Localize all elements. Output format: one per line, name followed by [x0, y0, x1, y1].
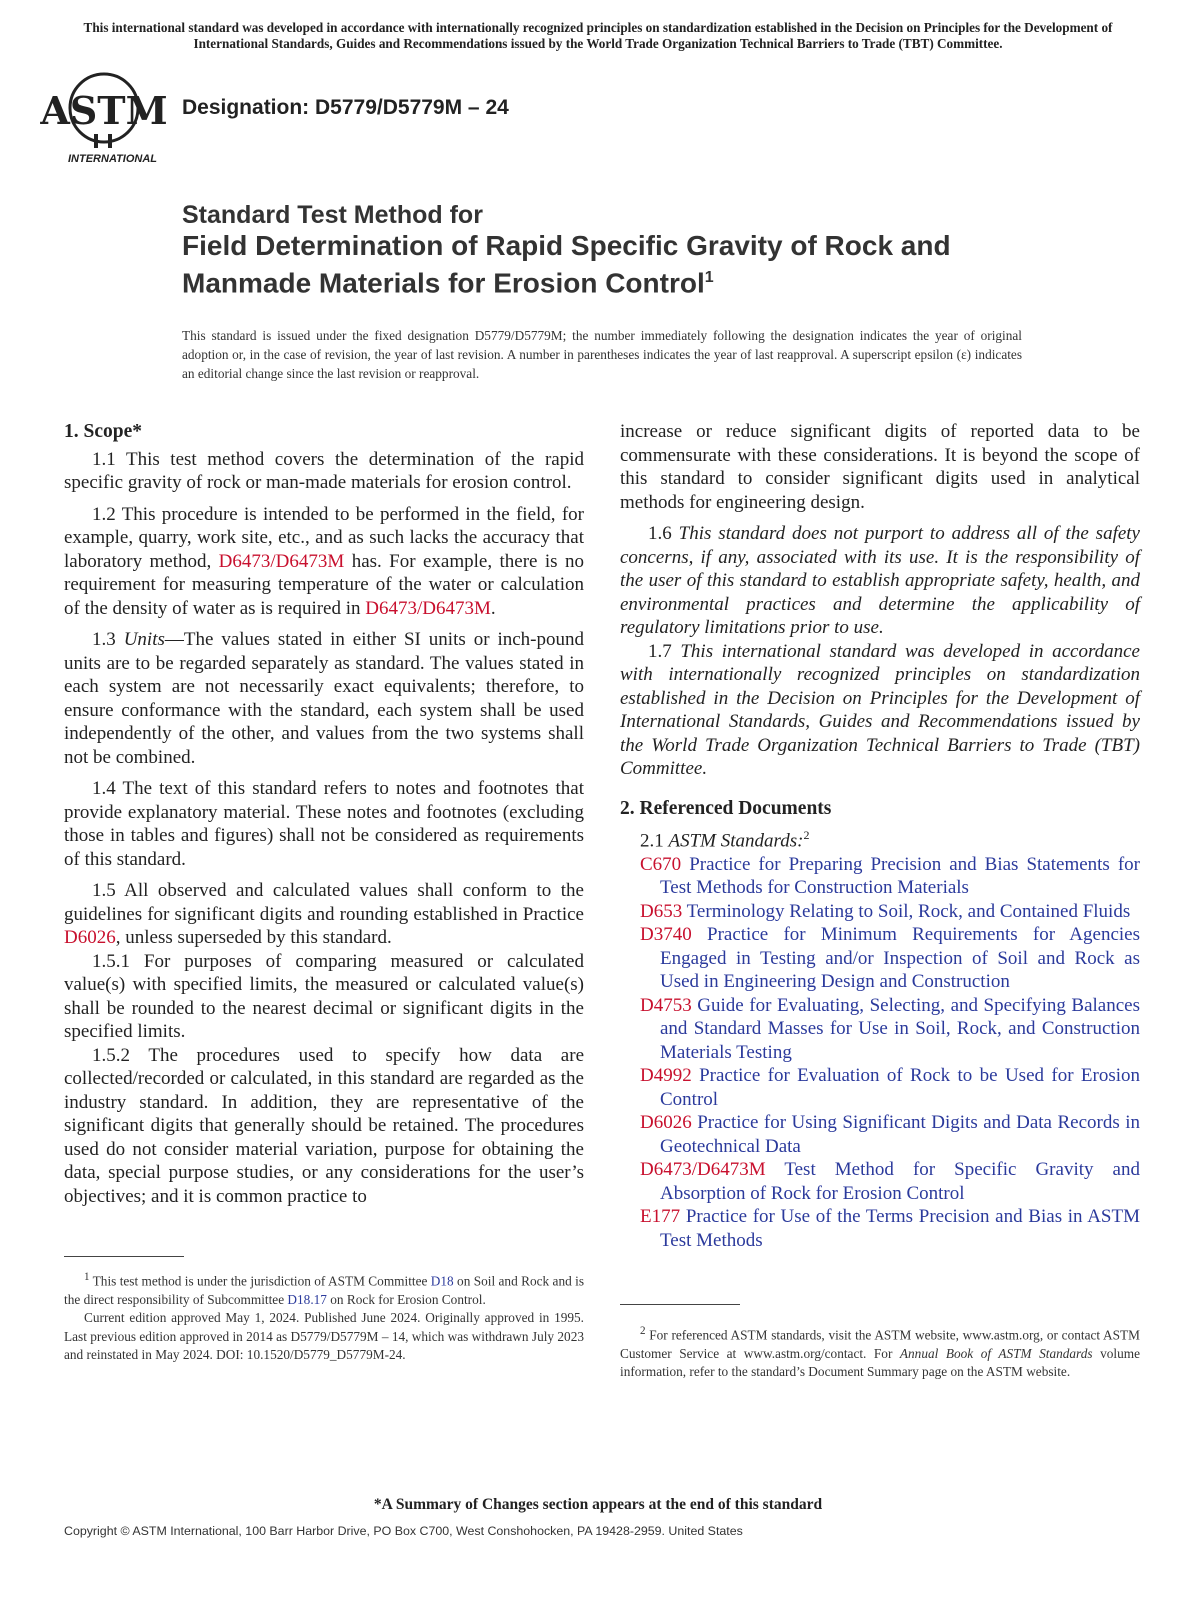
reference-title: Guide for Evaluating, Selecting, and Specifying Balances and Standard Masses for Use in Soil, Rock, and Construction Materials Testing: [660, 994, 1140, 1063]
para-1-5: 1.5 All observed and calculated values shall conform to the guidelines for significant digits and rounding established in Practice D6026, unless superseded by this standard.: [64, 880, 584, 948]
link-d6026[interactable]: D6026: [64, 927, 116, 948]
left-column: [64, 420, 584, 1208]
reference-title: Terminology Relating to Soil, Rock, and Contained Fluids: [686, 900, 1131, 922]
reference-title: Practice for Using Significant Digits and Data Records in Geotechnical Data: [660, 1112, 1140, 1157]
wto-notice: This international standard was developed in accordance with internationally recognized principles on standardization established in the Decision on Principles for the Development of International Standards, Guides and Recommendations issued by the World Trade Organization Technical Barriers to Trade (TBT) Committee.: [83, 20, 1113, 51]
reference-code: D4753: [640, 994, 692, 1016]
footnote-1-edition: Current edition approved May 1, 2024. Published June 2024. Originally approved in 1995. Last previous edition approved in 2014 as D5779/D5779M – 14, which was withdrawn July 2023 and reinstated in May 2024. DOI: 10.1520/D5779_D5779M-24.: [64, 1310, 584, 1363]
reference-code: D653: [640, 900, 683, 922]
link-d6473[interactable]: D6473/D6473M: [218, 550, 345, 572]
designation: Designation: D5779/D5779M – 24: [182, 96, 509, 119]
reference-item[interactable]: [620, 1158, 1140, 1205]
reference-code: D4992: [640, 1065, 692, 1087]
footnote-1: $^1$ This test method is under the jurisdiction of ASTM Committee D18 on Soil and Rock and is the direct responsibility of Subcommittee D18.17 on Rock for Erosion Control. Current edition approved May 1, 2024. Published June 2024. Originally approved in 1995. Last previous edition approved in 2014 as D5779/D5779M – 14, which was withdrawn July 2023 and reinstated in May 2024. DOI: 10.1520/D5779_D5779M-24.: [64, 1268, 584, 1365]
para-1-2: 1.2 This procedure is intended to be performed in the field, for example, quarry, work site, etc., and as such lacks the accuracy that laboratory method, D6473/D6473M has. For example, there is no requirement for measuring temperature of the water or calculation of the density of water as is required in D6473/D6473M.: [64, 503, 584, 619]
para-1-3: 1.3 Units—The values stated in either SI units or inch-pound units are to be regarded separately as standard. The values stated in each system are not necessarily exact equivalents; therefore, to ensure conformance with the standard, each system shall be used independently of the other, and values from the two systems shall not be combined.: [64, 629, 584, 768]
para-1-5-2-continued: increase or reduce significant digits of reported data to be commensurate with these considerations. It is beyond the scope of this standard to consider significant digits used in analytical methods for engineering design.: [620, 421, 1140, 513]
reference-item[interactable]: [620, 994, 1140, 1065]
reference-code: D6473/D6473M: [640, 1159, 766, 1181]
title-footnote-mark: 1: [704, 269, 714, 286]
title-line-1: Standard Test Method for: [182, 201, 483, 229]
para-1-1: 1.1 This test method covers the determination of the rapid specific gravity of rock or man-made materials for erosion control.: [64, 448, 584, 493]
reference-code: E177: [640, 1206, 681, 1228]
reference-title: Test Method for Specific Gravity and Absorption of Rock for Erosion Control: [660, 1159, 1140, 1204]
para-1-4: 1.4 The text of this standard refers to notes and footnotes that provide explanatory material. These notes and footnotes (excluding those in tables and figures) shall not be considered as requirements of this standard.: [64, 778, 584, 870]
copyright: Copyright © ASTM International, 100 Barr Harbor Drive, PO Box C700, West Conshohocken, PA 19428-2959. United States: [64, 1524, 743, 1538]
para-1-7: 1.7 This international standard was developed in accordance with internationally recognized principles on standardization established in the Decision on Principles for the Development of International Standards, Guides and Recommendations issued by the World Trade Organization Technical Barriers to Trade (TBT) Committee.: [620, 640, 1140, 779]
link-d18[interactable]: D18: [430, 1273, 454, 1289]
para-1-5-2: 1.5.2 The procedures used to specify how data are collected/recorded or calculated, in this standard are regarded as the industry standard. In addition, they are representative of the significant digits that generally should be retained. The procedures used do not consider material variation, purpose for obtaining the data, special purpose studies, or any considerations for the user’s objectives; and it is common practice to: [64, 1044, 584, 1207]
reference-title: Practice for Use of the Terms Precision and Bias in ASTM Test Methods: [660, 1206, 1140, 1251]
reference-item[interactable]: [620, 853, 1140, 900]
referenced-documents-heading: 2. Referenced Documents: [620, 797, 832, 819]
title-line-2: Field Determination of Rapid Specific Gravity of Rock and: [182, 230, 951, 261]
scope-heading: 1. Scope*: [64, 421, 142, 442]
para-1-5-1: 1.5.1 For purposes of comparing measured or calculated value(s) with specified limits, the measured or calculated value(s) shall be rounded to the nearest decimal or significant digits in the specified limits.: [64, 950, 584, 1042]
logo-text: INTERNATIONAL: [68, 153, 158, 165]
reference-item[interactable]: [620, 1064, 1140, 1111]
astm-standards-subheading: 2.1 ASTM Standards:$^2$: [640, 828, 810, 852]
para-1-6: 1.6 This standard does not purport to address all of the safety concerns, if any, associated with its use. It is the responsibility of the user of this standard to establish appropriate safety, health, and environmental practices and determine the applicability of regulatory limitations prior to use.: [620, 523, 1140, 638]
issuance-statement: This standard is issued under the fixed designation D5779/D5779M; the number immediately following the designation indicates the year of original adoption or, in the case of revision, the year of last revision. A number in parentheses indicates the year of last reapproval. A superscript epsilon (ε) indicates an editorial change since the last revision or reapproval.: [182, 328, 1022, 381]
reference-title: Practice for Evaluation of Rock to be Used for Erosion Control: [660, 1065, 1141, 1110]
summary-of-changes-note: *A Summary of Changes section appears at the end of this standard: [373, 1496, 823, 1513]
reference-code: D6026: [640, 1112, 692, 1134]
footnote-2: $^2$ For referenced ASTM standards, visit the ASTM website, www.astm.org, or contact ASTM Customer Service at www.astm.org/contact. For Annual Book of ASTM Standards volume information, refer to the standard’s Document Summary page on the ASTM website.: [620, 1325, 1140, 1380]
reference-item[interactable]: [620, 1111, 1140, 1158]
reference-code: C670: [640, 853, 682, 875]
svg-text:ASTM: ASTM: [40, 88, 168, 133]
reference-list: [620, 853, 1140, 1253]
footnote-divider: [620, 1304, 740, 1305]
footnote-divider: [64, 1256, 184, 1257]
right-column: [620, 420, 1140, 1252]
reference-code: D3740: [640, 924, 692, 946]
reference-item[interactable]: [620, 1205, 1140, 1252]
link-d6473[interactable]: D6473/D6473M: [365, 597, 491, 619]
reference-title: Practice for Preparing Precision and Bias Statements for Test Methods for Construction Materials: [660, 853, 1140, 899]
reference-title: Practice for Minimum Requirements for Agencies Engaged in Testing and/or Inspection of Soil and Rock as Used in Engineering Design and Construction: [660, 924, 1140, 993]
reference-item[interactable]: [620, 900, 1140, 924]
link-d18-17[interactable]: D18.17: [287, 1291, 327, 1307]
title-line-3: Manmade Materials for Erosion Control: [182, 267, 705, 299]
astm-logo: [40, 68, 174, 166]
document-title: [182, 200, 1082, 299]
reference-item[interactable]: [620, 923, 1140, 994]
astm-logo-mark: [40, 68, 174, 166]
